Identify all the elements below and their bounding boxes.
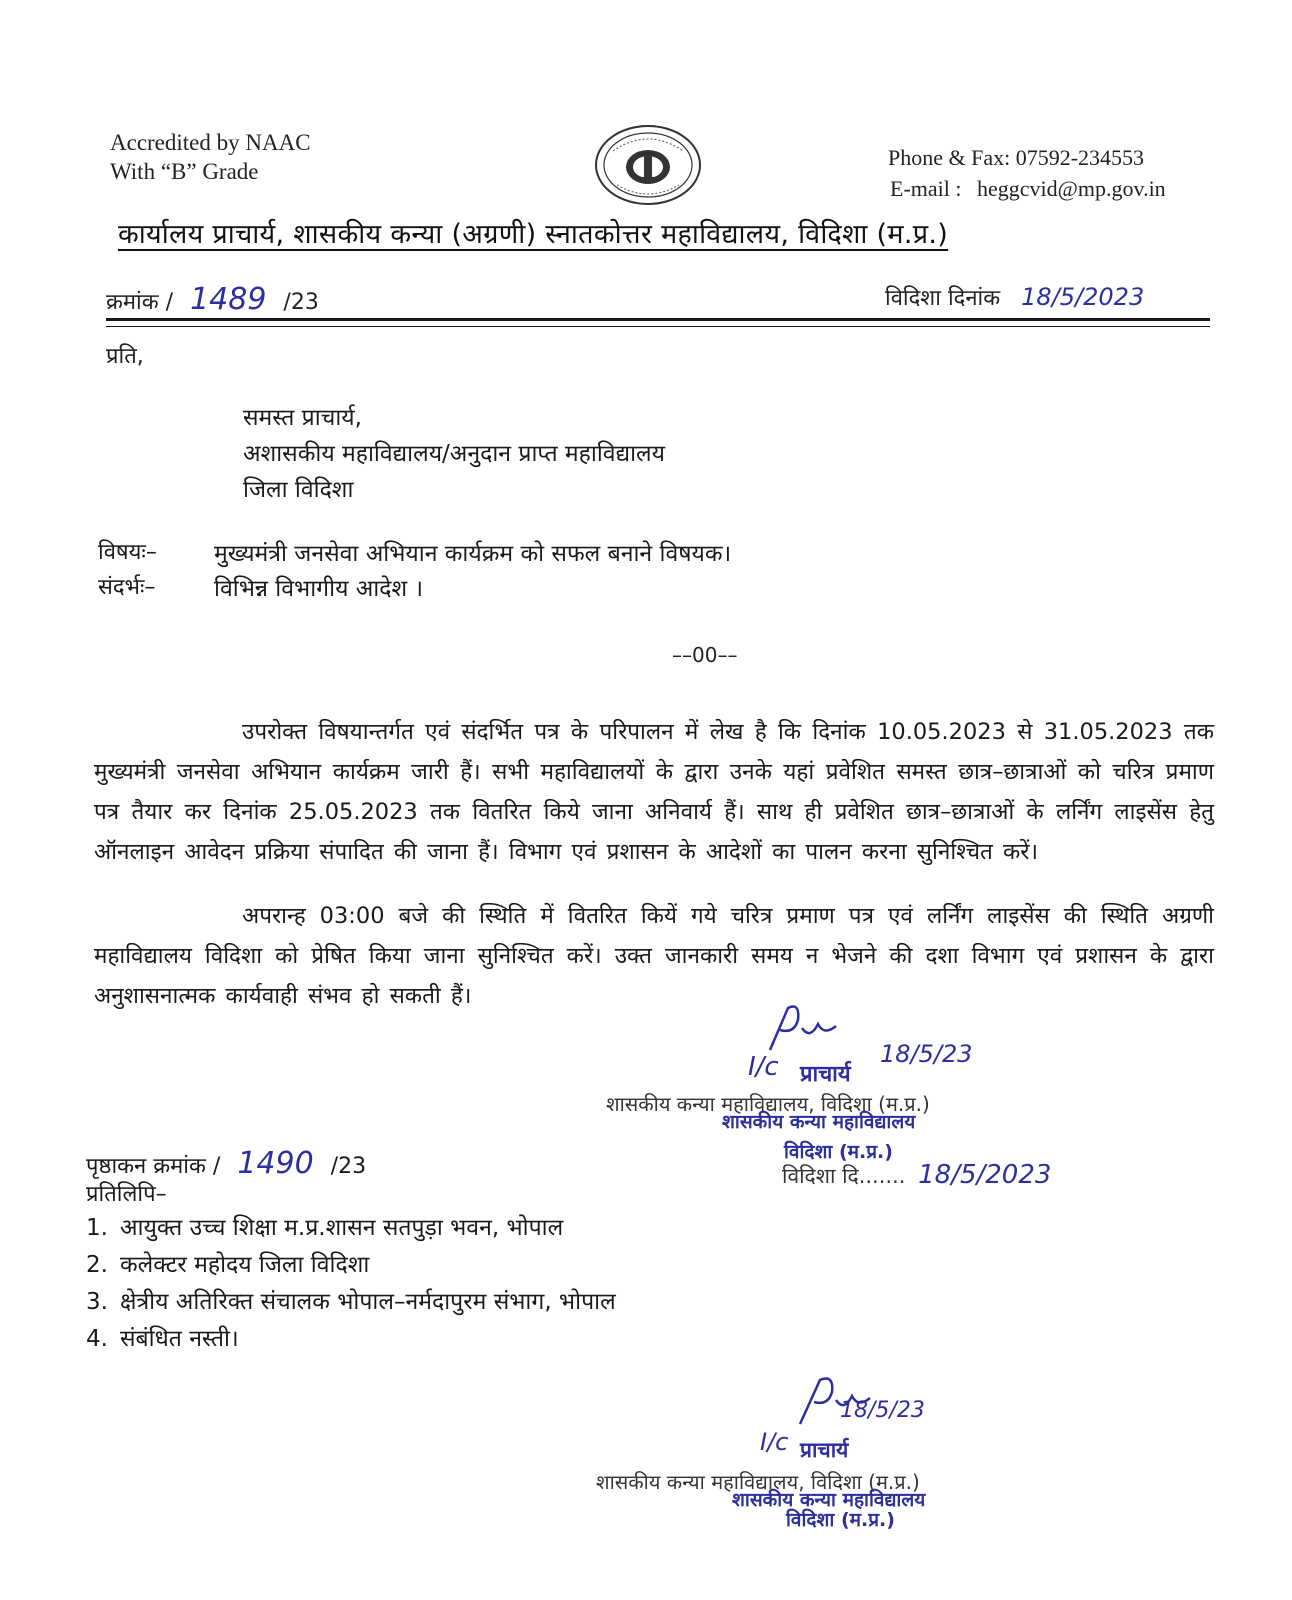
signature-2-institution: शासकीय कन्या महाविद्यालय, विदिशा (म.प्र.) bbox=[596, 1470, 920, 1494]
list-item-number: 4. bbox=[86, 1326, 108, 1352]
letter-date bbox=[885, 282, 1144, 312]
signature-1-stamp-designation: प्राचार्य bbox=[800, 1062, 851, 1087]
date-handwritten: 18/5/2023 bbox=[1021, 283, 1145, 311]
vishay-label: विषयः– bbox=[98, 540, 157, 565]
list-item bbox=[86, 1321, 616, 1358]
sandarbh-label: संदर्भः– bbox=[98, 575, 156, 600]
signature-2-initials: I/c bbox=[760, 1428, 789, 1456]
header-rule-thick bbox=[106, 318, 1210, 321]
email-label: E-mail : bbox=[890, 176, 962, 201]
signature-1-initials: I/c bbox=[748, 1052, 779, 1082]
endorsement-date-handwritten: 18/5/2023 bbox=[918, 1160, 1052, 1190]
prati: प्रति, bbox=[106, 344, 144, 369]
endorsement-number-handwritten: 1490 bbox=[237, 1146, 314, 1181]
endorsement-date bbox=[782, 1160, 1051, 1190]
kramank-label: क्रमांक / bbox=[106, 290, 174, 315]
copy-list bbox=[86, 1210, 616, 1358]
addressee-line2: अशासकीय महाविद्यालय/अनुदान प्राप्त महाविद्यालय bbox=[243, 441, 665, 467]
signature-2-stamp-institution: शासकीय कन्या महाविद्यालय bbox=[732, 1489, 926, 1511]
addressee-line1: समस्त प्राचार्य, bbox=[243, 405, 362, 431]
addressee-block bbox=[243, 400, 665, 508]
endorsement-date-label: विदिशा दि....... bbox=[782, 1164, 906, 1188]
signature-1-stamp-place: विदिशा (म.प्र.) bbox=[784, 1141, 893, 1163]
list-item bbox=[86, 1210, 616, 1247]
kramank-number-handwritten: 1489 bbox=[190, 282, 267, 317]
list-item-number: 1. bbox=[86, 1215, 108, 1241]
accreditation-line1: Accredited by NAAC bbox=[110, 130, 311, 155]
list-item bbox=[86, 1247, 616, 1284]
office-title bbox=[118, 214, 1218, 251]
list-item-text: कलेक्टर महोदय जिला विदिशा bbox=[120, 1252, 370, 1278]
signature-1-date: 18/5/23 bbox=[880, 1040, 973, 1068]
addressee-line3: जिला विदिशा bbox=[243, 477, 354, 503]
letter-number bbox=[106, 282, 319, 317]
header-rule-thin bbox=[106, 326, 1210, 327]
endorsement-number bbox=[86, 1146, 366, 1181]
place-date-label: विदिशा दिनांक bbox=[885, 286, 1001, 311]
endorsement-suffix: /23 bbox=[330, 1154, 367, 1179]
body-paragraph-1: उपरोक्त विषयान्तर्गत एवं संदर्भित पत्र के परिपालन में लेख है कि दिनांक 10.05.2023 से 31.05.2023 तक मुख्यमंत्री जनसेवा अभियान कार्यक्रम जारी हैं। सभी महाविद्यालयों के द्वारा उनके यहां प्रवेशित समस्त छात्र–छात्राओं को चरित्र प्रमाण पत्र तैयार कर दिनांक 25.05.2023 तक वितरित किये जाना अनिवार्य हैं। साथ ही प्रवेशित छात्र–छात्राओं के लर्निंग लाइसेंस हेतु ऑनलाइन आवेदन प्रक्रिया संपादित की जाना हैं। विभाग एवं प्रशासन के आदेशों का पालन करना सुनिश्चित करें। bbox=[94, 719, 1214, 865]
phone-fax: Phone & Fax: 07592-234553 bbox=[888, 145, 1145, 170]
list-item-number: 3. bbox=[86, 1289, 108, 1315]
college-seal-icon bbox=[593, 123, 703, 211]
signature-scribble-icon bbox=[740, 1000, 850, 1060]
accreditation bbox=[110, 128, 311, 186]
separator: ––00–– bbox=[672, 643, 738, 667]
endorsement-label: पृष्ठाकन क्रमांक / bbox=[86, 1154, 221, 1179]
email-address: heggcvid@mp.gov.in bbox=[976, 176, 1166, 201]
copy-label: प्रतिलिपि– bbox=[86, 1182, 167, 1207]
signature-1-institution: शासकीय कन्या महाविद्यालय, विदिशा (म.प्र.) bbox=[606, 1092, 930, 1116]
signature-2-date: 18/5/23 bbox=[840, 1398, 925, 1423]
office-title-text: कार्यालय प्राचार्य, शासकीय कन्या (अग्रणी) स्नातकोत्तर महाविद्यालय, विदिशा (म.प्र.) bbox=[118, 219, 949, 250]
signature-1-stamp-institution: शासकीय कन्या महाविद्यालय bbox=[722, 1111, 916, 1133]
kramank-suffix: /23 bbox=[283, 290, 319, 315]
signature-2-stamp-designation: प्राचार्य bbox=[800, 1438, 849, 1462]
body-paragraph-2: अपरान्ह 03:00 बजे की स्थिति में वितरित कियें गये चरित्र प्रमाण पत्र एवं लर्निंग लाइसेंस की स्थिति अग्रणी महाविद्यालय विदिशा को प्रेषित किया जाना सुनिश्चित करें। उक्त जानकारी समय न भेजने की दशा विभाग एवं प्रशासन के द्वारा अनुशासनात्मक कार्यवाही संभव हो सकती हैं। bbox=[94, 903, 1214, 1009]
list-item bbox=[86, 1284, 616, 1321]
signature-2-stamp-place: विदिशा (म.प्र.) bbox=[786, 1509, 895, 1531]
list-item-text: आयुक्त उच्च शिक्षा म.प्र.शासन सतपुड़ा भवन, भोपाल bbox=[120, 1215, 564, 1241]
accreditation-line2: With “B” Grade bbox=[110, 159, 259, 184]
vishay-text: मुख्यमंत्री जनसेवा अभियान कार्यक्रम को सफल बनाने विषयक। bbox=[214, 541, 732, 567]
list-item-text: संबंधित नस्ती। bbox=[120, 1326, 239, 1352]
contact-info bbox=[888, 142, 1166, 204]
list-item-number: 2. bbox=[86, 1252, 108, 1278]
sandarbh-text: विभिन्न विभागीय आदेश । bbox=[214, 576, 424, 602]
list-item-text: क्षेत्रीय अतिरिक्त संचालक भोपाल–नर्मदापुरम संभाग, भोपाल bbox=[120, 1289, 616, 1315]
